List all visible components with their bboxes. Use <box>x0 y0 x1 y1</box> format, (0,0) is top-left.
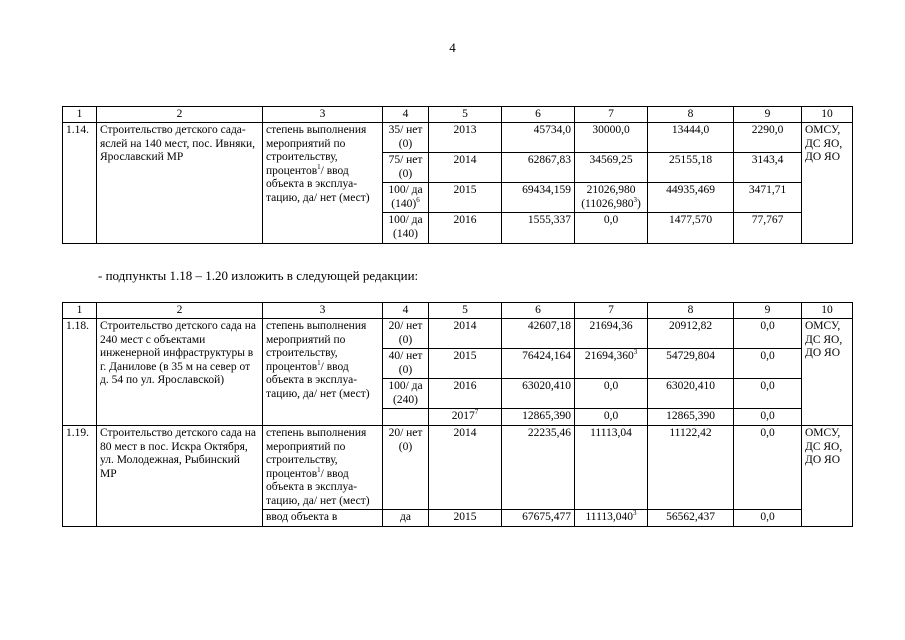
total-cell: 69434,159 <box>502 183 575 213</box>
regional-cell: 13444,0 <box>648 123 734 153</box>
col-header: 2 <box>97 107 263 123</box>
col-header: 1 <box>63 303 97 319</box>
table-row <box>63 425 853 509</box>
item-number: 1.18. <box>63 319 97 426</box>
table-row <box>63 123 853 153</box>
table-row <box>63 319 853 349</box>
federal-cell: 30000,0 <box>575 123 648 153</box>
item-indicator: ввод объекта в <box>263 510 383 527</box>
col-header: 6 <box>502 107 575 123</box>
local-cell: 0,0 <box>734 349 802 379</box>
target-value: 100/ да (140) <box>383 213 429 243</box>
regional-cell: 44935,469 <box>648 183 734 213</box>
federal-cell: 0,0 <box>575 409 648 426</box>
target-value <box>383 409 429 426</box>
item-number: 1.19. <box>63 425 97 526</box>
local-cell: 2290,0 <box>734 123 802 153</box>
federal-cell: 0,0 <box>575 213 648 243</box>
col-header: 3 <box>263 303 383 319</box>
year-cell: 2016 <box>429 379 502 409</box>
item-name: Строительство детского сада на 240 мест с объектами инженерной инфраструктуры в г. Данилове (в 35 м на север от д. 54 по ул. Ярославской) <box>97 319 263 426</box>
federal-cell: 21694,360$^3$ <box>575 349 648 379</box>
total-cell: 63020,410 <box>502 379 575 409</box>
total-cell: 45734,0 <box>502 123 575 153</box>
col-header: 4 <box>383 107 429 123</box>
col-header: 9 <box>734 107 802 123</box>
executor-cell: ОМСУ, ДС ЯО, ДО ЯО <box>802 319 853 426</box>
col-header: 6 <box>502 303 575 319</box>
regional-cell: 25155,18 <box>648 153 734 183</box>
year-cell: 2015 <box>429 183 502 213</box>
col-header: 8 <box>648 107 734 123</box>
local-cell: 0,0 <box>734 319 802 349</box>
col-header: 10 <box>802 107 853 123</box>
total-cell: 12865,390 <box>502 409 575 426</box>
col-header: 7 <box>575 107 648 123</box>
col-header: 2 <box>97 303 263 319</box>
total-cell: 42607,18 <box>502 319 575 349</box>
col-header: 3 <box>263 107 383 123</box>
regional-cell: 56562,437 <box>648 510 734 527</box>
executor-cell: ОМСУ, ДС ЯО, ДО ЯО <box>802 123 853 244</box>
total-cell: 67675,477 <box>502 510 575 527</box>
regional-cell: 54729,804 <box>648 349 734 379</box>
col-header: 1 <box>63 107 97 123</box>
federal-cell: 21694,36 <box>575 319 648 349</box>
total-cell: 62867,83 <box>502 153 575 183</box>
target-value: 75/ нет (0) <box>383 153 429 183</box>
item-indicator: степень выполнения мероприятий по строительству, процентов$^1$/ ввод объекта в эксплуа-тацию, да/ нет (мест) <box>263 319 383 426</box>
year-cell: 2015 <box>429 349 502 379</box>
page-number: 4 <box>449 40 456 55</box>
federal-cell: 0,0 <box>575 379 648 409</box>
col-header: 7 <box>575 303 648 319</box>
year-cell: 2014 <box>429 153 502 183</box>
year-cell: 2017$^7$ <box>429 409 502 426</box>
year-cell: 2014 <box>429 425 502 509</box>
intro-text: - подпункты 1.18 – 1.20 изложить в следующей редакции: <box>98 268 419 283</box>
year-cell: 2014 <box>429 319 502 349</box>
regional-cell: 1477,570 <box>648 213 734 243</box>
year-cell: 2013 <box>429 123 502 153</box>
item-name: Строительство детского сада на 80 мест в пос. Искра Октября, ул. Молодежная, Рыбинский МР <box>97 425 263 526</box>
federal-cell: 11113,04 <box>575 425 648 509</box>
regional-cell: 20912,82 <box>648 319 734 349</box>
target-value: 100/ да (240) <box>383 379 429 409</box>
regional-cell: 11122,42 <box>648 425 734 509</box>
col-header: 5 <box>429 107 502 123</box>
executor-cell: ОМСУ, ДС ЯО, ДО ЯО <box>802 425 853 526</box>
local-cell: 77,767 <box>734 213 802 243</box>
col-header: 9 <box>734 303 802 319</box>
target-value: 20/ нет (0) <box>383 425 429 509</box>
local-cell: 0,0 <box>734 379 802 409</box>
col-header: 8 <box>648 303 734 319</box>
local-cell: 0,0 <box>734 510 802 527</box>
item-number: 1.14. <box>63 123 97 244</box>
total-cell: 1555,337 <box>502 213 575 243</box>
column-number-row <box>63 107 853 123</box>
column-number-row <box>63 303 853 319</box>
local-cell: 0,0 <box>734 425 802 509</box>
col-header: 5 <box>429 303 502 319</box>
federal-cell: 11113,040$^3$ <box>575 510 648 527</box>
target-value: да <box>383 510 429 527</box>
total-cell: 22235,46 <box>502 425 575 509</box>
col-header: 4 <box>383 303 429 319</box>
item-name: Строительство детского сада-яслей на 140 мест, пос. Ивняки, Ярославский МР <box>97 123 263 244</box>
item-indicator: степень выполнения мероприятий по строительству, процентов$^1$/ ввод объекта в эксплуа-тацию, да/ нет (мест) <box>263 425 383 509</box>
total-cell: 76424,164 <box>502 349 575 379</box>
local-cell: 3143,4 <box>734 153 802 183</box>
table-items-1-18-1-20 <box>62 302 853 527</box>
item-indicator: степень выполнения мероприятий по строительству, процентов$^1$/ ввод объекта в эксплуа-тацию, да/ нет (мест) <box>263 123 383 244</box>
federal-cell: 34569,25 <box>575 153 648 183</box>
target-value: 20/ нет (0) <box>383 319 429 349</box>
year-cell: 2016 <box>429 213 502 243</box>
target-value: 100/ да $(140)^6$ <box>383 183 429 213</box>
table-item-1-14 <box>62 106 853 244</box>
federal-cell: 21026,980 (11026,980$^3$) <box>575 183 648 213</box>
regional-cell: 12865,390 <box>648 409 734 426</box>
col-header: 10 <box>802 303 853 319</box>
local-cell: 3471,71 <box>734 183 802 213</box>
target-value: 35/ нет (0) <box>383 123 429 153</box>
target-value: 40/ нет (0) <box>383 349 429 379</box>
year-cell: 2015 <box>429 510 502 527</box>
local-cell: 0,0 <box>734 409 802 426</box>
regional-cell: 63020,410 <box>648 379 734 409</box>
